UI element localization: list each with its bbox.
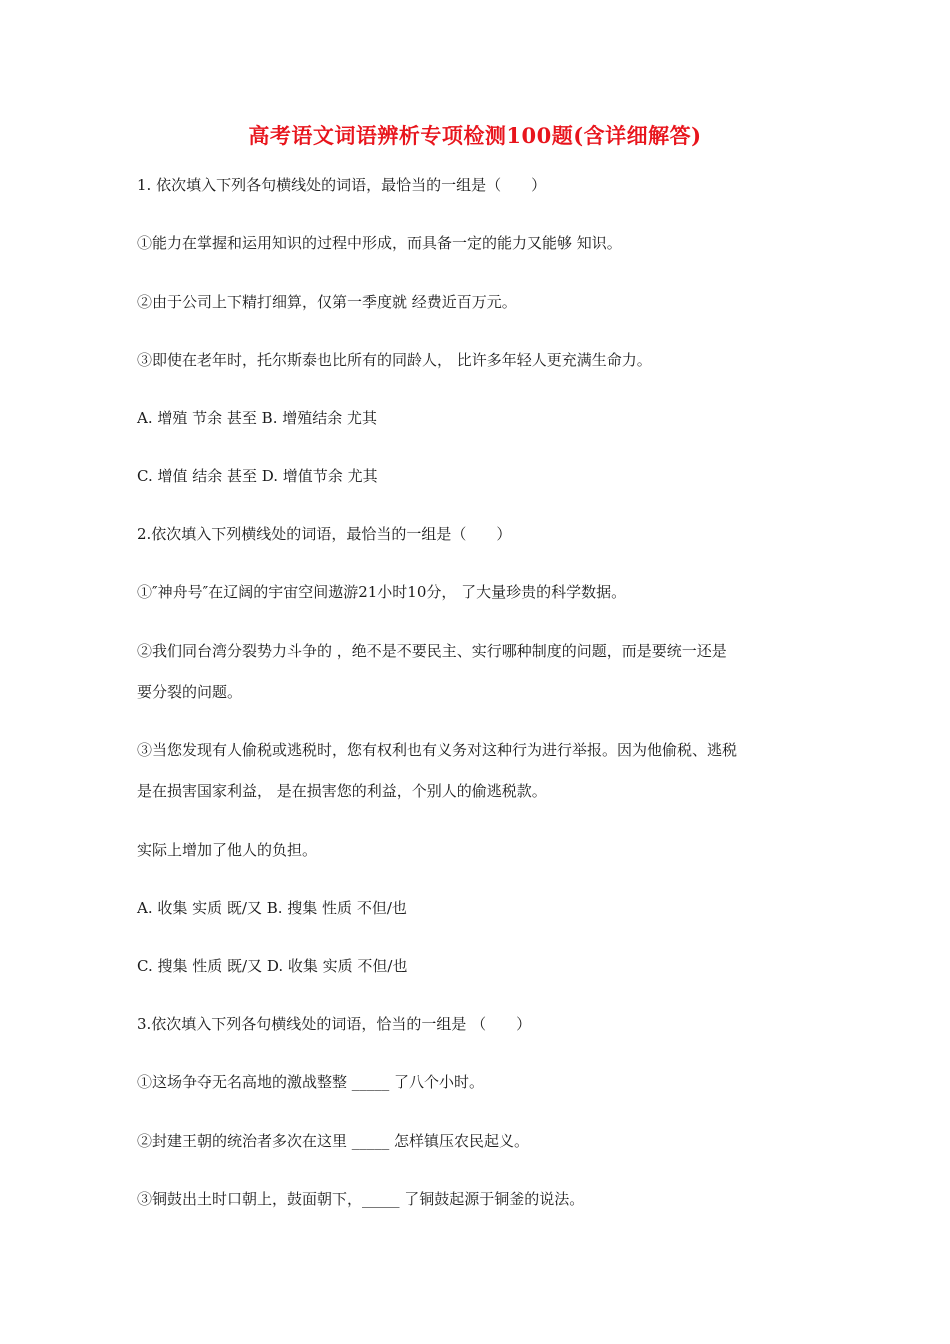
question-1-option-ab: A. 增殖 节余 甚至 B. 增殖结余 尤其: [137, 409, 378, 427]
question-3-item-3: ③铜鼓出土时口朝上，鼓面朝下，_____ 了铜鼓起源于铜釜的说法。: [137, 1190, 585, 1208]
question-2-stem: 2.依次填入下列横线处的词语，最恰当的一组是（ ）: [137, 525, 512, 543]
question-2-item-3-tail: 实际上增加了他人的负担。: [137, 841, 318, 859]
question-2-option-ab: A. 收集 实质 既/又 B. 搜集 性质 不但/也: [137, 899, 407, 917]
question-2-item-1: ①″神舟号″在辽阔的宇宙空间遨游21小时10分， 了大量珍贵的科学数据。: [137, 583, 627, 601]
question-1-item-2: ②由于公司上下精打细算，仅第一季度就 经费近百万元。: [137, 293, 517, 311]
question-1-item-3: ③即使在老年时，托尔斯泰也比所有的同龄人， 比许多年轻人更充满生命力。: [137, 351, 652, 369]
question-2-item-3: ③当您发现有人偷税或逃税时，您有权利也有义务对这种行为进行举报。因为他偷税、逃税: [137, 741, 738, 759]
question-1-option-cd: C. 增值 结余 甚至 D. 增值节余 尤其: [137, 467, 378, 485]
question-3-item-1: ①这场争夺无名高地的激战整整 _____ 了八个小时。: [137, 1073, 485, 1091]
question-2-option-cd: C. 搜集 性质 既/又 D. 收集 实质 不但/也: [137, 957, 408, 975]
question-2-item-2-cont: 要分裂的问题。: [137, 683, 243, 701]
question-3-stem: 3.依次填入下列各句横线处的词语，恰当的一组是 （ ）: [137, 1015, 532, 1033]
question-2-item-2: ②我们同台湾分裂势力斗争的 ，绝不是不要民主、实行哪种制度的问题，而是要统一还是: [137, 642, 727, 660]
page-title: 高考语文词语辨析专项检测100题(含详细解答): [248, 123, 702, 148]
question-3-item-2: ②封建王朝的统治者多次在这里 _____ 怎样镇压农民起义。: [137, 1132, 530, 1150]
question-2-item-3-cont: 是在损害国家利益， 是在损害您的利益，个别人的偷逃税款。: [137, 782, 547, 800]
question-1-stem: 1. 依次填入下列各句横线处的词语，最恰当的一组是（ ）: [137, 176, 547, 194]
question-1-item-1: ①能力在掌握和运用知识的过程中形成，而具备一定的能力又能够 知识。: [137, 234, 622, 252]
